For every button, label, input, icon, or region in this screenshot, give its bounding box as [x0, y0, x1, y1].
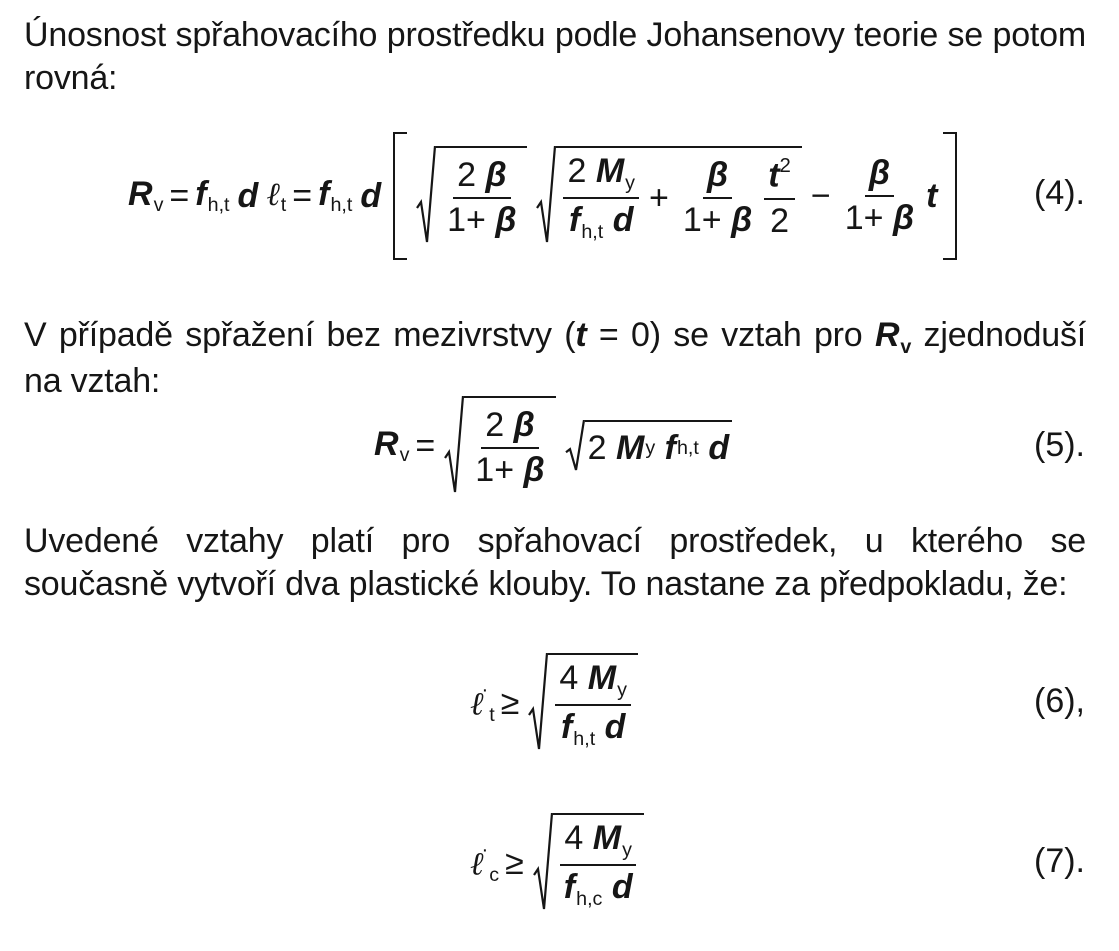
eq5-sqrt-product: 2 M y f h,t d: [565, 420, 733, 472]
eq4-equals-2: =: [292, 176, 313, 215]
eq4-sqrt-main: $\frac{2 M_y}{f_{h,t} d}$ + $\frac{\beta}{1+ \beta}$ $\frac{t^2}{2}$: [536, 146, 801, 246]
equation-4-number: (4).: [1034, 174, 1085, 212]
equation-6-body: [470, 654, 641, 752]
eq7-ell: ℓ·$_c$: [470, 838, 500, 887]
eq6-ge: ≥: [500, 683, 520, 722]
eq4-minus: −: [810, 176, 831, 215]
eq4-t: t: [926, 176, 938, 215]
equation-6: [0, 648, 1119, 758]
eq7-ge: ≥: [505, 843, 524, 882]
eq4-beta-frac: $\frac{\beta}{1+ \beta}$: [844, 153, 915, 237]
eq4-right-bracket: [943, 132, 957, 260]
eq7-sqrt: $\frac{4 M_y}{f_{h,c} d}$: [533, 813, 644, 913]
equation-7-number: (7).: [1034, 842, 1085, 880]
eq4-sqrt-ratio: $\frac{2 \beta}{1+ \beta}$: [416, 146, 527, 246]
eq6-ell: ℓ·$_t$: [470, 678, 495, 727]
eq5-equals: =: [415, 426, 436, 465]
eq5-R: $R_v$: [374, 424, 410, 467]
equation-7-body: [470, 814, 647, 912]
equation-6-number: (6),: [1034, 682, 1085, 720]
eq4-R: $R_v$: [128, 174, 164, 217]
eq4-d-1: d: [237, 176, 259, 215]
equation-4: [0, 126, 1119, 266]
eq4-d-2: d: [360, 176, 382, 215]
paragraph-simplification: V případě spřažení bez mezivrstvy (t = 0) se vztah pro $R_v$ zjednoduší na vztah:: [24, 316, 1086, 400]
eq6-sqrt: $\frac{4 M_y}{f_{h,t} d}$: [528, 653, 638, 753]
eq4-f-2: $f_{h,t}$: [318, 174, 353, 217]
paragraph-intro: Únosnost spřahovacího prostředku podle Johansenovy teorie se potom rovná:: [24, 16, 1086, 98]
eq4-equals-1: =: [169, 176, 190, 215]
paragraph-conditions: Uvedené vztahy platí pro spřahovací prostředek, u kterého se současně vytvoří dva plastické klouby. To nastane za předpokladu, že:: [24, 522, 1086, 604]
eq4-ell: ℓ$_t$: [266, 174, 287, 217]
eq4-left-bracket: [393, 132, 407, 260]
equation-5-number: (5).: [1034, 426, 1085, 464]
equation-7: [0, 808, 1119, 918]
eq5-sqrt-ratio: $\frac{2 \beta}{1+ \beta}$: [444, 396, 555, 496]
equation-5-body: [374, 398, 735, 494]
eq4-f-1: $f_{h,t}$: [195, 174, 230, 217]
equation-4-body: [128, 132, 957, 260]
equation-5: [0, 390, 1119, 500]
